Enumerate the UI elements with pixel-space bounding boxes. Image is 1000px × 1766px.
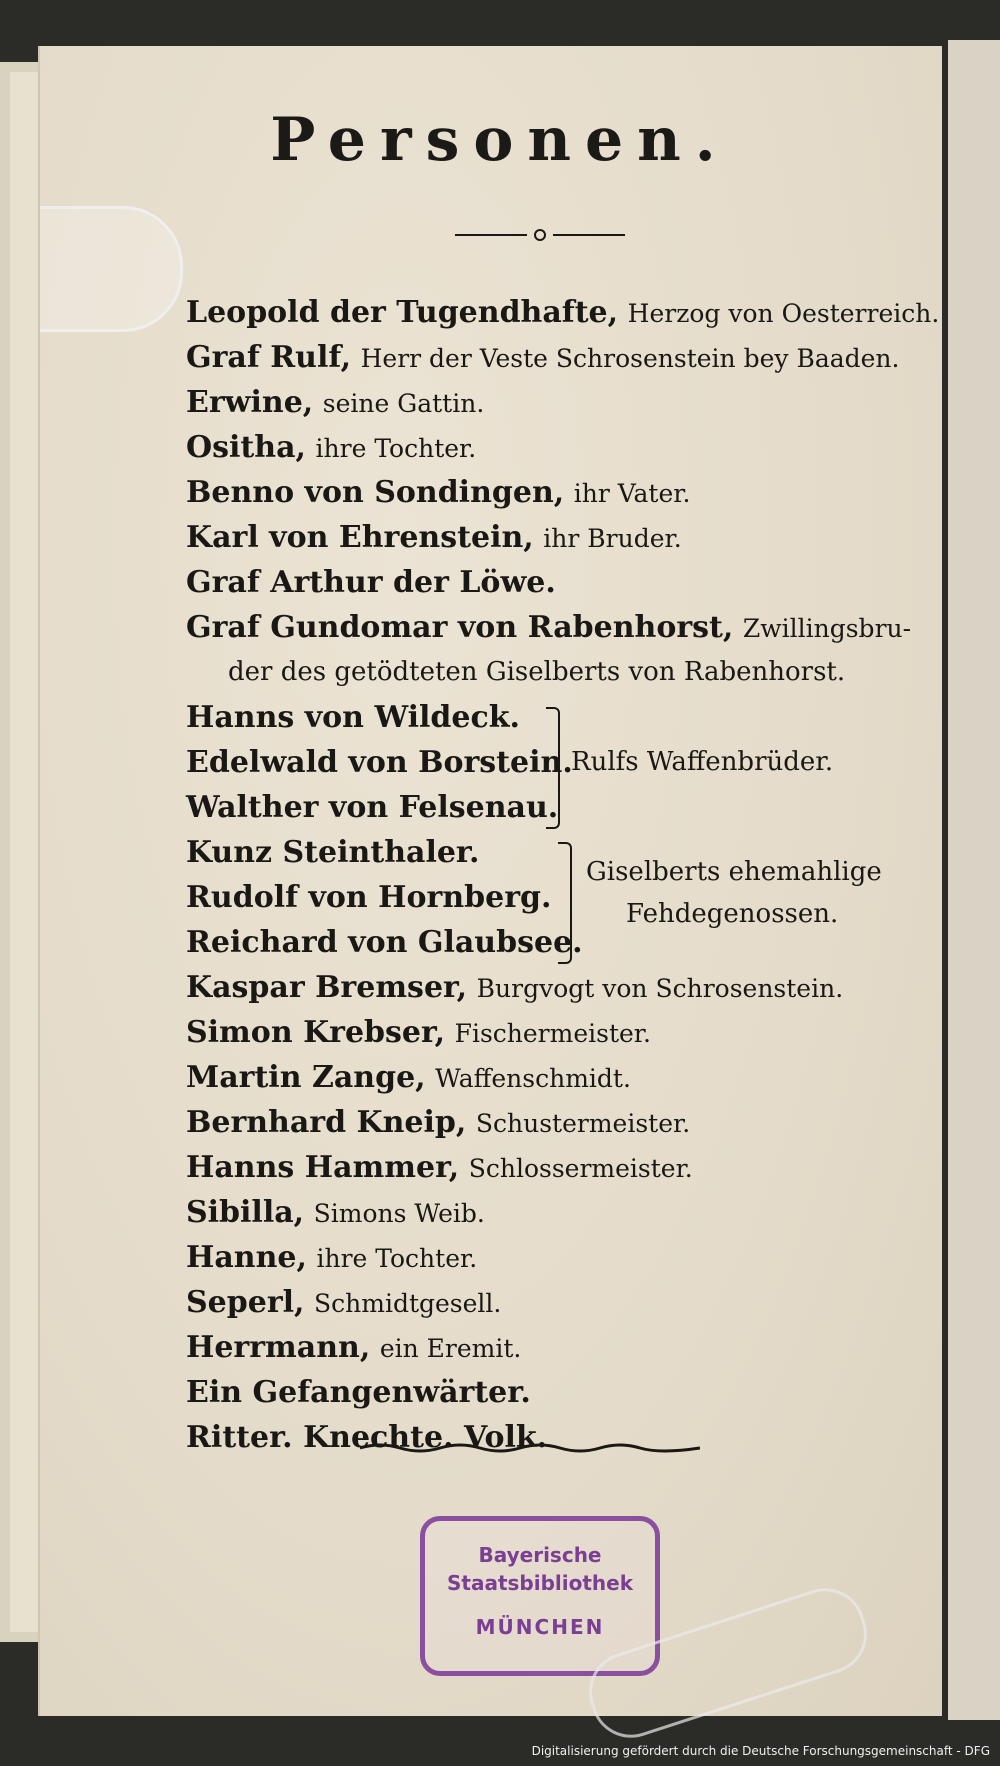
group-rulfs-comrades bbox=[186, 695, 926, 830]
character-name: Graf Rulf, bbox=[186, 340, 352, 375]
title-divider bbox=[455, 228, 625, 242]
cast-entry bbox=[186, 335, 926, 380]
character-role: seine Gattin. bbox=[322, 389, 485, 418]
cast-entry bbox=[186, 605, 926, 650]
stamp-line-1: Bayerische bbox=[478, 1543, 602, 1567]
character-role: Waffenschmidt. bbox=[435, 1064, 631, 1093]
character-name: Graf Arthur der Löwe. bbox=[186, 565, 556, 600]
cast-entry bbox=[186, 965, 926, 1010]
group2-name: Kunz Steinthaler. bbox=[186, 835, 480, 870]
character-role: Schustermeister. bbox=[475, 1109, 691, 1138]
facing-page-edge bbox=[948, 40, 1000, 1720]
character-name: Martin Zange, bbox=[186, 1060, 426, 1095]
cast-entry bbox=[186, 1145, 926, 1190]
character-role: Herr der Veste Schrosenstein bey Baaden. bbox=[360, 344, 900, 373]
character-name: Seperl, bbox=[186, 1285, 305, 1320]
character-name: Erwine, bbox=[186, 385, 314, 420]
character-role: ihr Bruder. bbox=[543, 524, 682, 553]
group2-label-line1: Giselberts ehemahlige bbox=[586, 857, 882, 887]
cast-entry bbox=[186, 425, 926, 470]
character-role: Herzog von Oesterreich. bbox=[627, 299, 940, 328]
character-role: ihre Tochter. bbox=[316, 1244, 478, 1273]
character-role: Zwillingsbru- bbox=[742, 614, 912, 643]
character-name: Karl von Ehrenstein, bbox=[186, 520, 534, 555]
cast-entry bbox=[186, 1235, 926, 1280]
character-role: Schmidtgesell. bbox=[314, 1289, 502, 1318]
group1-brace bbox=[546, 707, 560, 829]
group1-label: Rulfs Waffenbrüder. bbox=[571, 747, 834, 777]
cast-entry bbox=[186, 1190, 926, 1235]
ornamental-rule bbox=[360, 1438, 700, 1458]
group-giselbert-companions bbox=[186, 830, 926, 965]
group2-label-line2: Fehdegenossen. bbox=[626, 899, 839, 929]
character-name: Leopold der Tugendhafte, bbox=[186, 295, 619, 330]
character-name: Ositha, bbox=[186, 430, 306, 465]
page-clip bbox=[40, 206, 183, 332]
character-role: ihre Tochter. bbox=[315, 434, 477, 463]
cast-entry bbox=[186, 1010, 926, 1055]
character-name: Graf Gundomar von Rabenhorst, bbox=[186, 610, 734, 645]
cast-entry bbox=[186, 1280, 926, 1325]
cast-entry bbox=[186, 470, 926, 515]
cast-entry bbox=[186, 1325, 926, 1370]
cast-entry bbox=[186, 290, 940, 335]
character-name: Hanne, bbox=[186, 1240, 307, 1275]
character-role: ein Eremit. bbox=[379, 1334, 522, 1363]
group2-brace bbox=[558, 842, 572, 964]
character-role: Fischermeister. bbox=[454, 1019, 651, 1048]
cast-entry bbox=[186, 380, 926, 425]
character-role: ihr Vater. bbox=[573, 479, 691, 508]
character-name: Ein Gefangenwärter. bbox=[186, 1375, 531, 1410]
cast-entry bbox=[186, 1055, 926, 1100]
page-title: Personen. bbox=[270, 105, 730, 175]
character-name: Ritter. Knechte. Volk. bbox=[186, 1420, 548, 1455]
cast-entry bbox=[186, 515, 926, 560]
group1-name: Walther von Felsenau. bbox=[186, 790, 559, 825]
group2-name: Rudolf von Hornberg. bbox=[186, 880, 552, 915]
cast-entry bbox=[186, 1100, 926, 1145]
character-name: Hanns Hammer, bbox=[186, 1150, 460, 1185]
character-name: Herrmann, bbox=[186, 1330, 371, 1365]
group1-name: Edelwald von Borstein. bbox=[186, 745, 573, 780]
cast-entry bbox=[186, 560, 926, 605]
character-name: Benno von Sondingen, bbox=[186, 475, 565, 510]
footer-credit: Digitalisierung gefördert durch die Deutsche Forschungsgemeinschaft - DFG bbox=[531, 1744, 990, 1758]
continuation-line: der des getödteten Giselberts von Rabenhorst. bbox=[228, 657, 846, 687]
character-role: Burgvogt von Schrosenstein. bbox=[476, 974, 844, 1003]
character-role: Schlossermeister. bbox=[468, 1154, 693, 1183]
stamp-line-3: MÜNCHEN bbox=[475, 1615, 605, 1639]
character-role: Simons Weib. bbox=[313, 1199, 485, 1228]
cast-list bbox=[186, 290, 940, 1460]
character-name: Sibilla, bbox=[186, 1195, 305, 1230]
group2-name: Reichard von Glaubsee. bbox=[186, 925, 583, 960]
character-name: Bernhard Kneip, bbox=[186, 1105, 467, 1140]
stamp-line-2: Staatsbibliothek bbox=[446, 1571, 634, 1595]
character-name: Kaspar Bremser, bbox=[186, 970, 468, 1005]
group1-name: Hanns von Wildeck. bbox=[186, 700, 520, 735]
cast-entry bbox=[186, 1370, 926, 1415]
character-name: Simon Krebser, bbox=[186, 1015, 446, 1050]
